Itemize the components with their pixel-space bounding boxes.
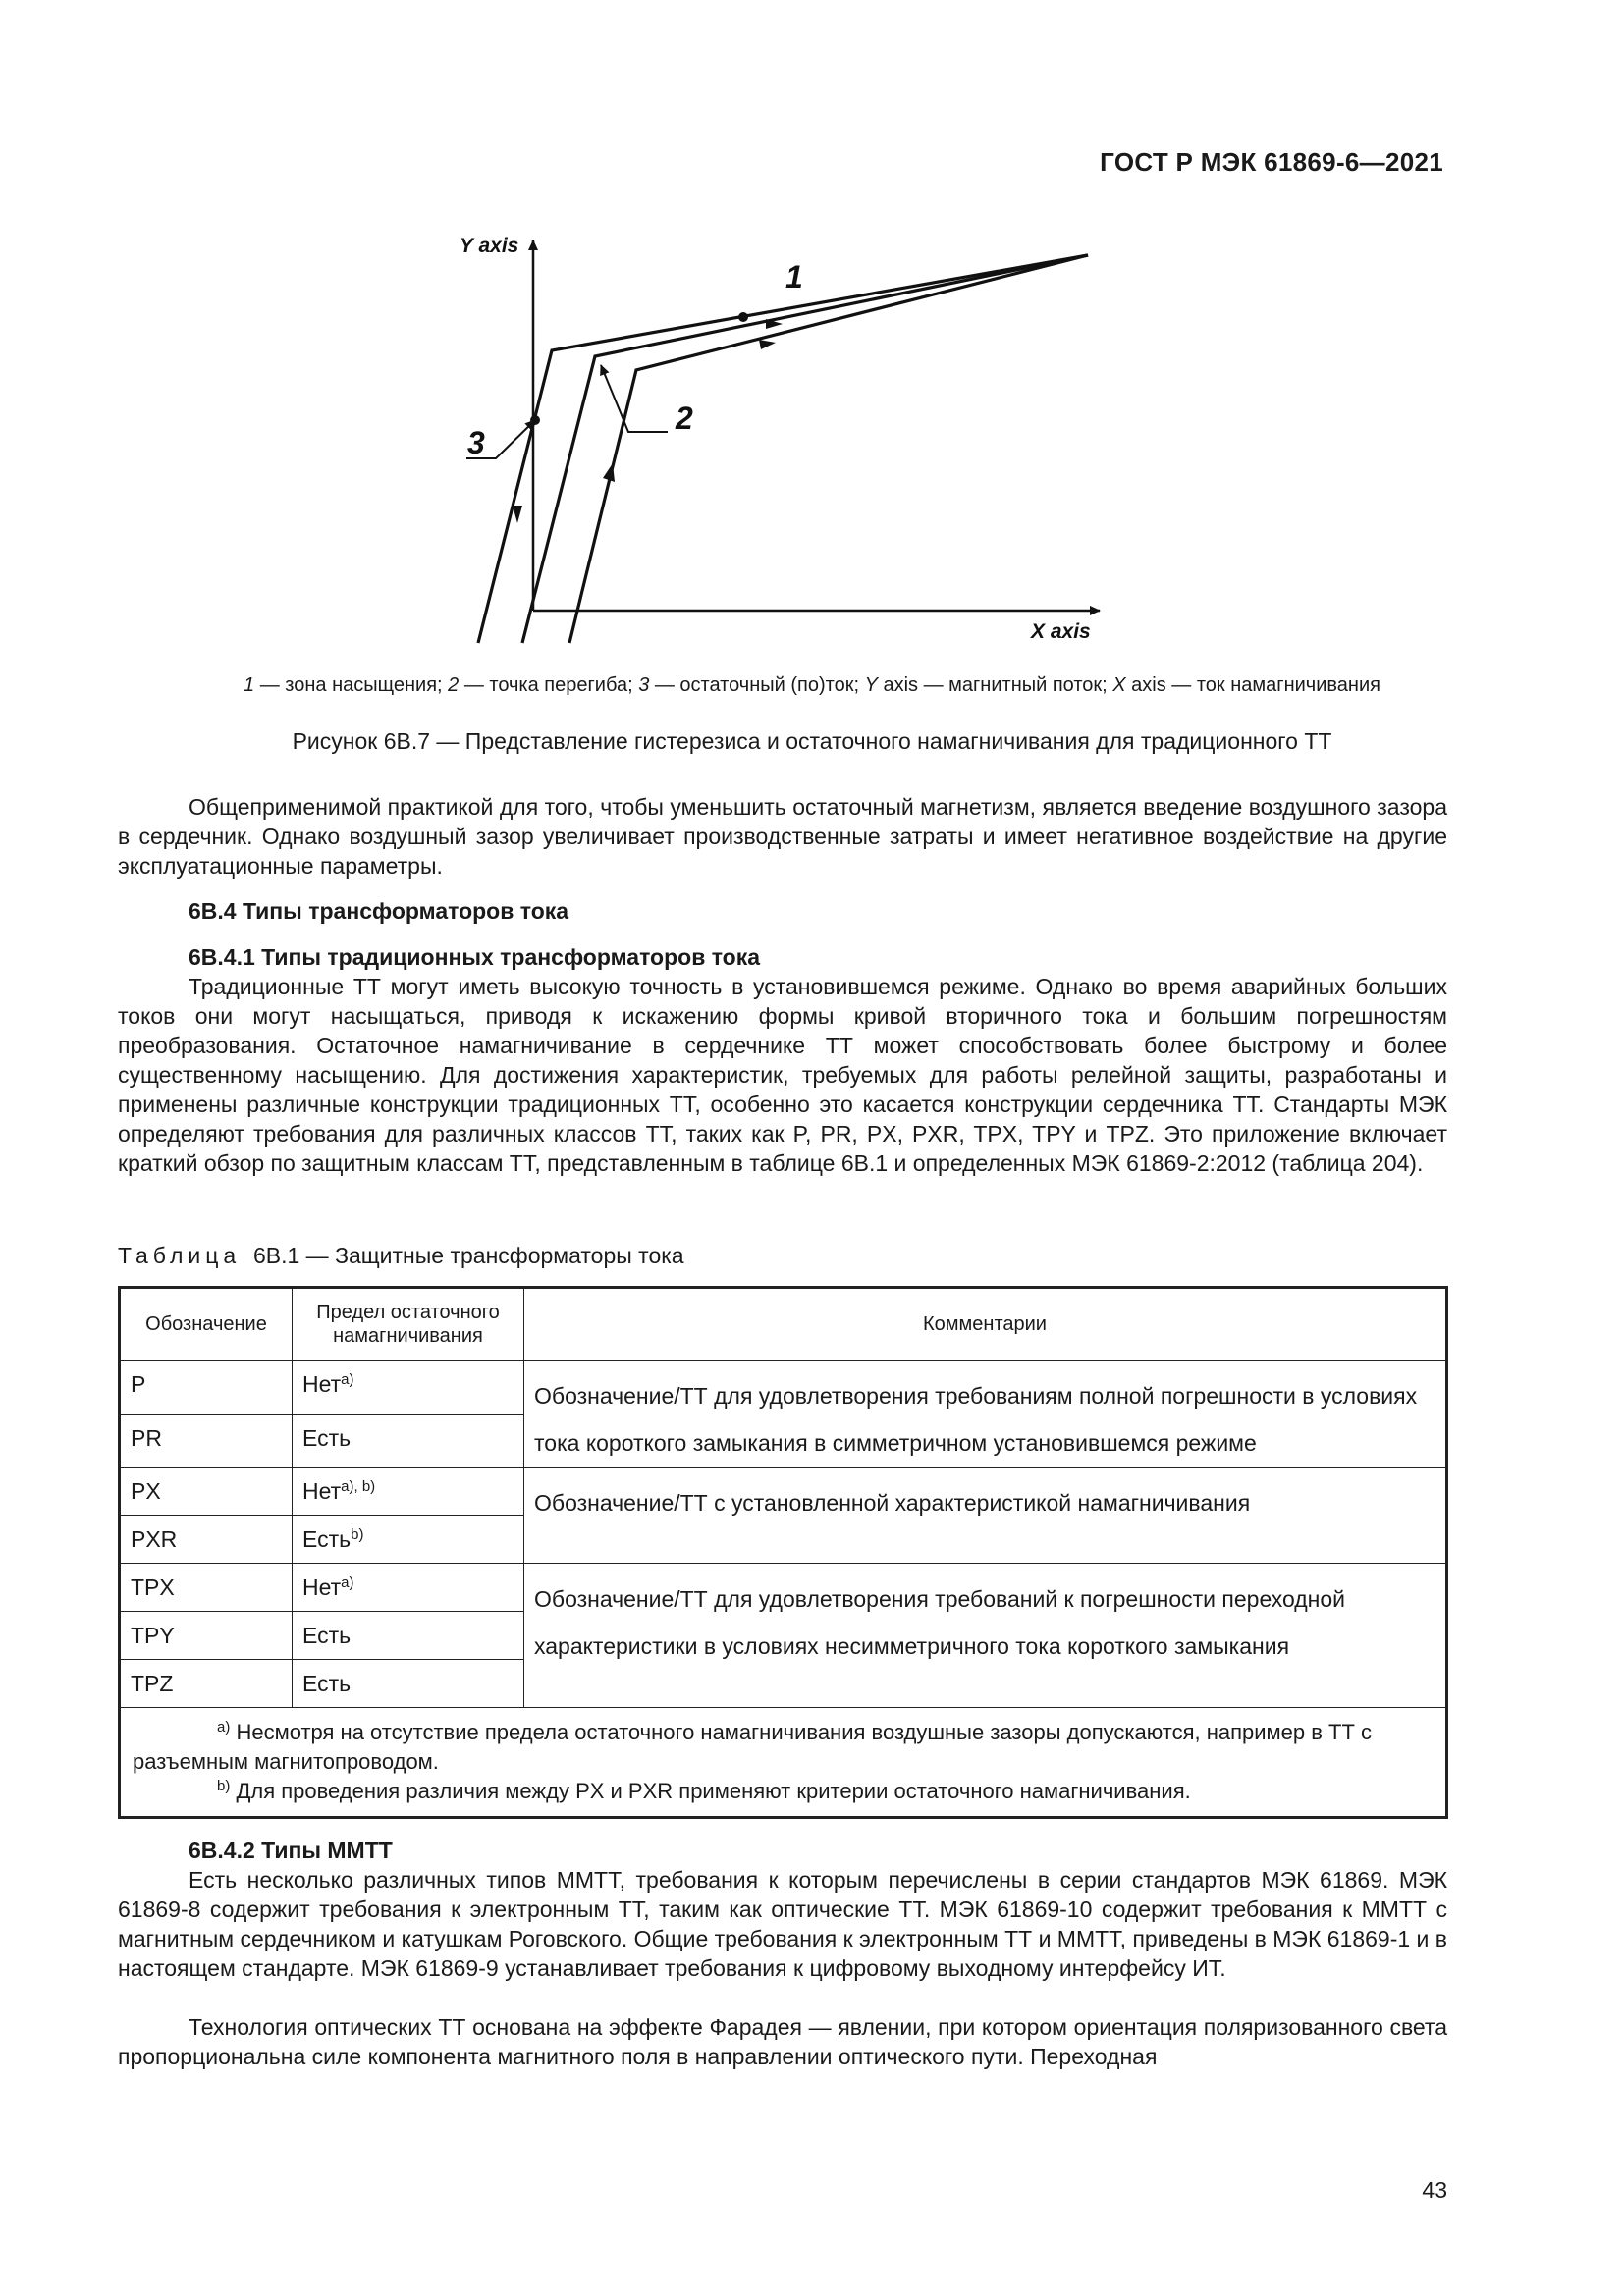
limit-value: Нет [302,1478,342,1504]
table-header-row [120,1288,1447,1361]
callout-1: 1 [785,259,803,294]
table-notes [120,1708,1447,1818]
note-b-marker: b) [217,1778,231,1794]
hysteresis-curves [478,255,1088,643]
callout-3: 3 [467,425,485,460]
limit-value: Есть [302,1424,352,1451]
cell-designation: TPX [120,1564,293,1612]
legend-text-y: axis — магнитный поток; [877,674,1113,696]
header-designation: Обозначение [120,1288,293,1361]
legend-text-x: axis — ток намагничивания [1125,674,1380,696]
curve-middle [522,255,1088,643]
section-heading-6b4: 6В.4 Типы трансформаторов тока [189,898,569,924]
cell-limit [293,1414,524,1468]
cell-comment: Обозначение/ТТ для удовлетворения требований к погрешности переходной характеристики в условиях несимметричного тока короткого замыкания [524,1564,1447,1708]
table-row [120,1564,1447,1612]
callout-2: 2 [676,400,693,436]
arrow-up-right [603,463,615,482]
footnote-ref: a) [341,1371,354,1388]
header-remanence-limit: Предел остаточного намагничивания [293,1288,524,1361]
table-caption [118,1243,684,1269]
footnote-ref: a) [341,1575,354,1591]
limit-value: Есть [302,1526,352,1552]
legend-num-1: 1 [244,674,255,696]
cell-limit [293,1612,524,1660]
cell-designation: TPZ [120,1660,293,1708]
arrow-right-lower [759,340,776,349]
cell-designation: PX [120,1468,293,1516]
header-comments: Комментарии [524,1288,1447,1361]
arrow-down-left [513,506,522,523]
legend-text-3: — остаточный (по)ток; [649,674,865,696]
figure-legend [118,674,1506,697]
cell-limit [293,1660,524,1708]
page-number: 43 [1422,2177,1447,2203]
table-notes-row [120,1708,1447,1818]
cell-designation: P [120,1361,293,1415]
cell-designation: PXR [120,1516,293,1564]
cell-limit [293,1468,524,1516]
legend-text-2: — точка перегиба; [459,674,639,696]
cell-designation: PR [120,1414,293,1468]
section-heading-6b41: 6В.4.1 Типы традиционных трансформаторов тока [189,944,761,970]
note-a [133,1718,1435,1777]
limit-value: Есть [302,1671,352,1696]
note-a-text: Несмотря на отсутствие предела остаточного намагничивания воздушные зазоры допускаются, например в ТТ с разъемным магнитопроводом. [133,1720,1373,1774]
note-a-marker: a) [217,1719,231,1735]
legend-text-1: — зона насыщения; [254,674,449,696]
table-caption-word: Таблица [118,1243,242,1268]
limit-value: Нет [302,1575,342,1600]
y-axis-label: Y axis [460,235,519,257]
cell-comment: Обозначение/ТТ с установленной характеристикой намагничивания [524,1468,1447,1564]
cell-limit [293,1361,524,1415]
limit-value: Есть [302,1623,352,1648]
note-b-text: Для проведения различия между PX и PXR применяют критерии остаточного намагничивания. [230,1779,1191,1803]
table-caption-title: 6В.1 — Защитные трансформаторы тока [252,1243,684,1268]
axes [533,240,1100,611]
legend-num-3: 3 [638,674,650,696]
footnote-ref: b) [351,1526,364,1543]
cell-designation: TPY [120,1612,293,1660]
paragraph-traditional-ct: Традиционные ТТ могут иметь высокую точность в установившемся режиме. Однако во время аварийных больших токов они могут насыщаться, приводя к искажению формы кривой вторичного тока и большим погрешностям преобразования. Остаточное намагничивание в сердечнике ТТ может способствовать более быстрому и более существенному насыщению. Для достижения характеристик, требуемых для работы релейной защиты, разработаны и применены различные конструкции традиционных ТТ, особенно это касается конструкции сердечника ТТ. Стандарты МЭК определяют требования для различных классов ТТ, таких как P, PR, PX, PXR, TPX, TPY и TPZ. Это приложение включает краткий обзор по защитным классам ТТ, представленным в таблице 6В.1 и определенных МЭК 61869-2:2012 (таблица 204). [118,974,1447,1176]
cell-comment: Обозначение/ТТ для удовлетворения требованиям полной погрешности в условиях тока короткого замыкания в симметричном установившемся режиме [524,1361,1447,1468]
paragraph-air-gap: Общеприменимой практикой для того, чтобы уменьшить остаточный магнетизм, является введение воздушного зазора в сердечник. Однако воздушный зазор увеличивает производственные затраты и имеет негативное воздействие на другие эксплуатационные параметры. [118,794,1447,879]
footnote-ref: a), b) [341,1478,376,1495]
document-header: ГОСТ Р МЭК 61869-6—2021 [1100,147,1443,177]
saturation-point [738,312,748,322]
hysteresis-figure [412,221,1119,658]
curve-left [478,255,1088,643]
limit-value: Нет [302,1371,342,1397]
figure-caption: Рисунок 6В.7 — Представление гистерезиса и остаточного намагничивания для традиционного ТТ [292,728,1332,754]
x-axis-label: X axis [1031,620,1091,643]
legend-y: Y [864,674,878,696]
cell-limit [293,1564,524,1612]
protective-ct-table [118,1286,1448,1819]
paragraph-optical-ct: Технология оптических ТТ основана на эффекте Фарадея — явлении, при котором ориентация поляризованного света пропорциональна силе компонента магнитного поля в направлении оптического пути. Переходная [118,2014,1447,2069]
cell-limit [293,1516,524,1564]
leaders [466,365,668,458]
legend-num-2: 2 [448,674,460,696]
paragraph-mmtt-types: Есть несколько различных типов ММТТ, требования к которым перечислены в серии стандартов МЭК 61869. МЭК 61869-8 содержит требования к электронным ТТ, таким как оптические ТТ. МЭК 61869-10 содержит требования к ММТТ с магнитным сердечником и катушкам Роговского. Общие требования к электронным ТТ и ММТТ, приведены в МЭК 61869-1 и в настоящем стандарте. МЭК 61869-9 устанавливает требования к цифровому выходному интерфейсу ИТ. [118,1867,1447,1981]
section-heading-6b42: 6В.4.2 Типы ММТТ [189,1838,393,1863]
table-row [120,1468,1447,1516]
note-b [133,1777,1435,1806]
curve-right [569,255,1088,643]
legend-x: X [1112,674,1126,696]
table-row [120,1361,1447,1415]
